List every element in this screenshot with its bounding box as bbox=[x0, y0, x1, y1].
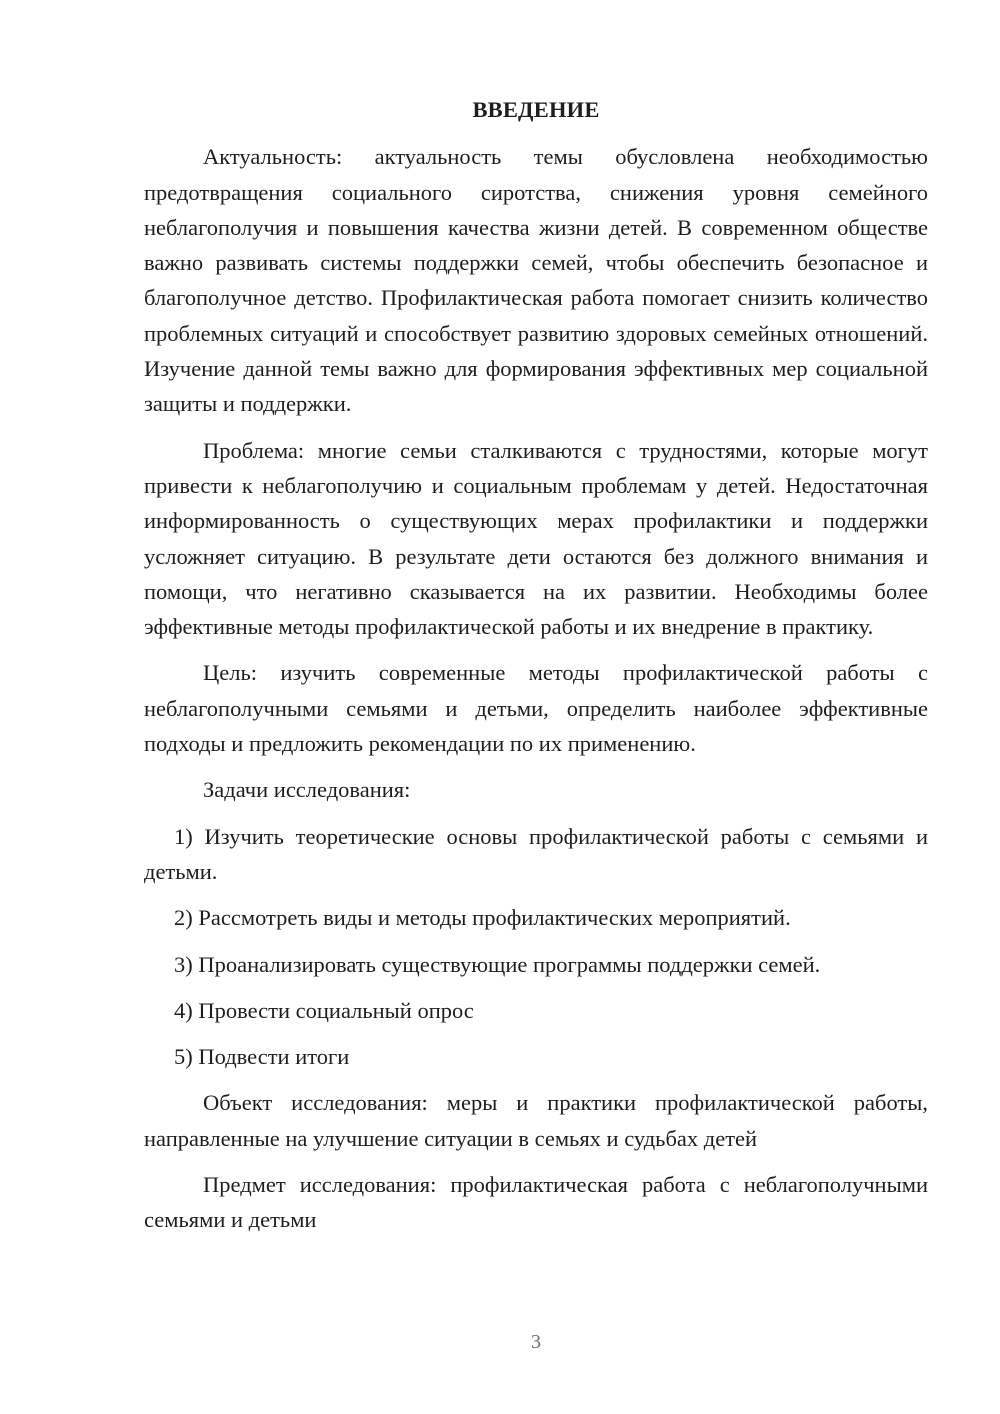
page-title: ВВЕДЕНИЕ bbox=[472, 97, 600, 122]
task-item-2: 2) Рассмотреть виды и методы профилактических мероприятий. bbox=[174, 905, 791, 931]
tasks-heading: Задачи исследования: bbox=[203, 777, 411, 803]
page-number: 3 bbox=[531, 1331, 541, 1353]
page-content bbox=[144, 92, 928, 1238]
goal-paragraph: Цель: изучить современные методы профилактической работы с неблагополучными семьями и детьми, определить наиболее эффективные подходы и предложить рекомендации по их применению. bbox=[144, 660, 928, 757]
task-item-1: 1) Изучить теоретические основы профилактической работы с семьями и детьми. bbox=[144, 823, 928, 884]
object-paragraph: Объект исследования: меры и практики профилактической работы, направленные на улучшение ситуации в семьях и судьбах детей bbox=[144, 1090, 928, 1151]
problem-paragraph: Проблема: многие семьи сталкиваются с трудностями, которые могут привести к неблагополучию и социальным проблемам у детей. Недостаточная информированность о существующих мерах профилактики и поддержки усложняет ситуацию. В результате дети остаются без должного внимания и помощи, что негативно сказывается на их развитии. Необходимы более эффективные методы профилактической работы и их внедрение в практику. bbox=[144, 437, 928, 640]
task-item-5: 5) Подвести итоги bbox=[174, 1044, 350, 1070]
task-item-4: 4) Провести социальный опрос bbox=[174, 997, 474, 1023]
relevance-paragraph: Актуальность: актуальность темы обусловлена необходимостью предотвращения социального сиротства, снижения уровня семейного неблагополучия и повышения качества жизни детей. В современном обществе важно развивать системы поддержки семей, чтобы обеспечить безопасное и благополучное детство. Профилактическая работа помогает снизить количество проблемных ситуаций и способствует развитию здоровых семейных отношений. Изучение данной темы важно для формирования эффективных мер социальной защиты и поддержки. bbox=[144, 144, 928, 417]
task-item-3: 3) Проанализировать существующие программы поддержки семей. bbox=[174, 951, 821, 977]
subject-paragraph: Предмет исследования: профилактическая работа с неблагополучными семьями и детьми bbox=[144, 1172, 928, 1233]
